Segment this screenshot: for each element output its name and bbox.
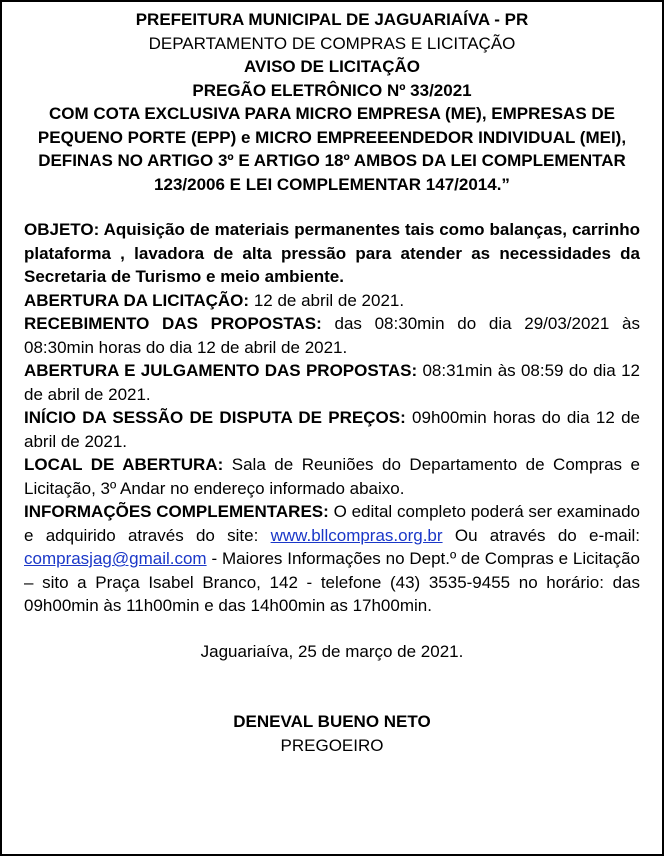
recebimento-label: RECEBIMENTO DAS PROPOSTAS: — [24, 314, 322, 333]
departamento-line: DEPARTAMENTO DE COMPRAS E LICITAÇÃO — [148, 33, 516, 53]
julgamento-text: 08:31min às 08:59 do dia 12 de abril de 2021. — [24, 361, 640, 404]
julgamento-paragraph — [24, 359, 640, 406]
recebimento-text: das 08:30min do dia 29/03/2021 às 08:30min horas do dia 12 de abril de 2021. — [24, 314, 640, 357]
abertura-label: ABERTURA DA LICITAÇÃO: — [24, 290, 250, 310]
julgamento-label: ABERTURA E JULGAMENTO DAS PROPOSTAS: — [24, 361, 418, 380]
local-paragraph — [24, 453, 640, 500]
abertura-text: 12 de abril de 2021. — [253, 290, 405, 310]
email-link[interactable]: comprasjag@gmail.com — [24, 549, 207, 568]
date-line: Jaguariaíva, 25 de março de 2021. — [200, 641, 464, 661]
signer-role: PREGOEIRO — [280, 735, 384, 755]
recebimento-paragraph — [24, 312, 640, 359]
local-text: Sala de Reuniões do Departamento de Compras e Licitação, 3º Andar no endereço informado abaixo. — [24, 455, 640, 498]
objeto-text: Aquisição de materiais permanentes tais como balanças, carrinho plataforma , lavadora de alta pressão para atender as necessidades da Secretaria de Turismo e meio ambiente. — [24, 220, 640, 286]
aviso-title: AVISO DE LICITAÇÃO — [244, 57, 420, 76]
local-label: LOCAL DE ABERTURA: — [24, 455, 224, 474]
site-link[interactable]: www.bllcompras.org.br — [270, 525, 443, 545]
informacoes-label: INFORMAÇÕES COMPLEMENTARES: — [24, 502, 329, 521]
disputa-text: 09h00min horas do dia 12 de abril de 2021. — [24, 408, 640, 451]
cota-exclusiva-text: COM COTA EXCLUSIVA PARA MICRO EMPRESA (ME), EMPRESAS DE PEQUENO PORTE (EPP) e MICRO EMPREEENDEDOR INDIVIDUAL (MEI), DEFINAS NO ARTIGO 3º E ARTIGO 18º AMBOS DA LEI COMPLEMENTAR 123/2006 E LEI COMPLEMENTAR 147/2014.” — [37, 104, 627, 194]
informacoes-text-3: - Maiores Informações no Dept.º de Compras e Licitação – sito a Praça Isabel Branco, 142 - telefone (43) 3535-9455 no horário: das 09h00min às 11h00min e das 14h00min as 17h00min. — [24, 549, 640, 615]
informacoes-text-1: O edital completo poderá ser examinado e adquirido através do site: — [24, 502, 640, 545]
informacoes-text-2: Ou através do e-mail: — [454, 525, 641, 545]
pregao-number: PREGÃO ELETRÔNICO Nº 33/2021 — [192, 80, 472, 100]
disputa-paragraph — [24, 406, 640, 453]
disputa-label: INÍCIO DA SESSÃO DE DISPUTA DE PREÇOS: — [24, 408, 406, 427]
objeto-paragraph — [24, 218, 640, 289]
abertura-paragraph — [24, 289, 640, 313]
informacoes-paragraph — [24, 500, 640, 618]
prefeitura-title: PREFEITURA MUNICIPAL DE JAGUARIAÍVA - PR — [135, 10, 529, 29]
signer-name: DENEVAL BUENO NETO — [233, 712, 431, 731]
objeto-label: OBJETO: — [24, 220, 100, 239]
